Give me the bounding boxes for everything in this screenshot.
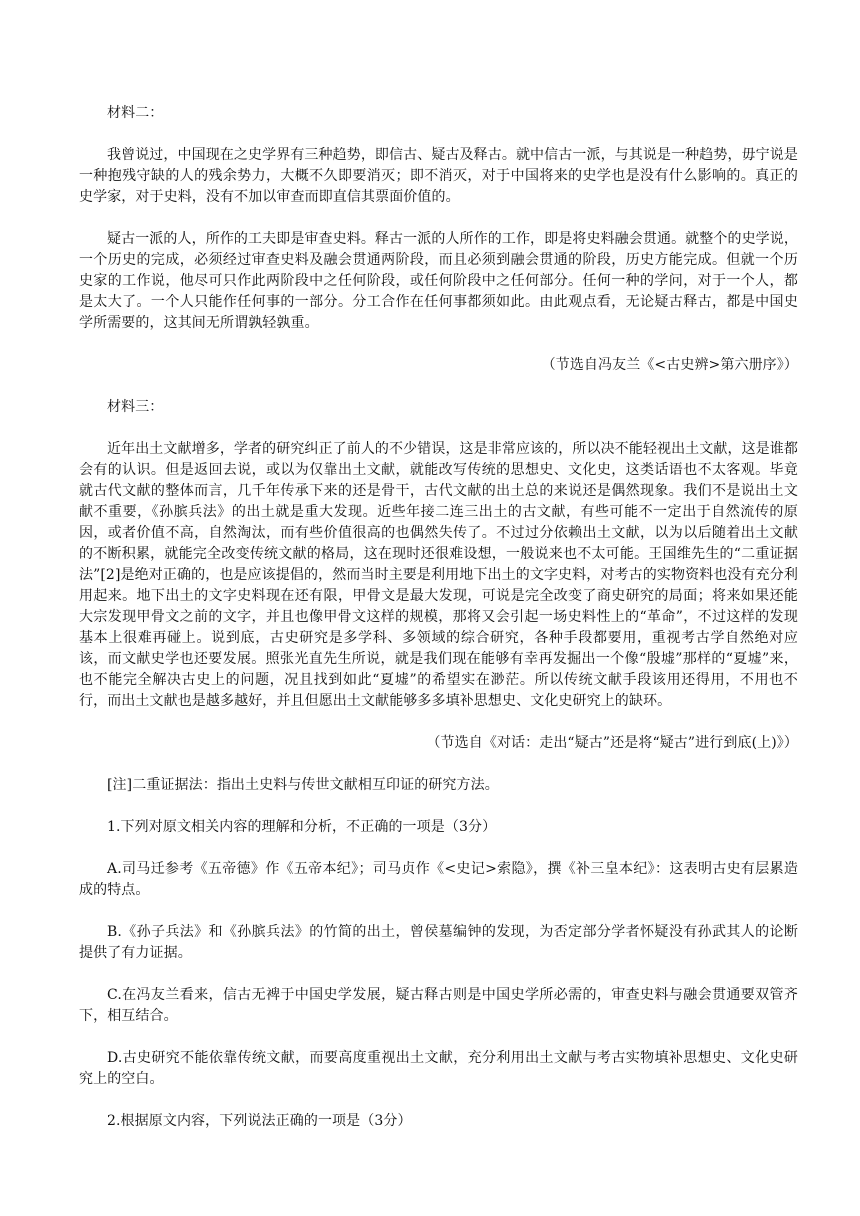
question-1-stem: 1.下列对原文相关内容的理解和分析，不正确的一项是（3分） [107, 819, 497, 835]
material-three-label: 材料三： [107, 399, 164, 415]
question-1-option-c: C.在冯友兰看来，信古无裨于中国史学发展，疑古释古则是中国史学所必需的，审查史料与融会贯通要双管齐下，相互结合。 [79, 987, 798, 1024]
question-1-option-a: A.司马迁参考《五帝德》作《五帝本纪》；司马贞作《<史记>索隐》，撰《补三皇本纪》：这表明古史有层累造成的特点。 [79, 861, 798, 898]
material-two-label: 材料二： [107, 105, 164, 121]
material-two-paragraph-1: 我曾说过，中国现在之史学界有三种趋势，即信古、疑古及释古。就中信古一派，与其说是一种趋势，毋宁说是一种抱残守缺的人的残余势力，大概不久即要消灭；即不消灭，对于中国将来的史学也是没有什么影响的。真正的史学家，对于史料，没有不加以审查而即直信其票面价值的。 [79, 147, 798, 205]
question-2-stem: 2.根据原文内容，下列说法正确的一项是（3分） [107, 1113, 412, 1129]
material-two-paragraph-2: 疑古一派的人，所作的工夫即是审查史料。释古一派的人所作的工作，即是将史料融会贯通。就整个的史学说，一个历史的完成，必须经过审查史料及融会贯通两阶段，而且必须到融会贯通的阶段，历史方能完成。但就一个历史家的工作说，他尽可只作此两阶段中之任何阶段，或任何阶段中之任何部分。任何一种的学问，对于一个人，都是太大了。一个人只能作任何事的一部分。分工合作在任何事都须如此。由此观点看，无论疑古释古，都是中国史学所需要的，这其间无所谓孰轻孰重。 [79, 231, 798, 331]
material-two-source: （节选自冯友兰《<古史辨>第六册序》） [541, 357, 798, 373]
footnote: [注]二重证据法：指出土史料与传世文献相互印证的研究方法。 [107, 777, 499, 793]
question-1-option-d: D.古史研究不能依靠传统文献，而要高度重视出土文献，充分利用出土文献与考古实物填补思想史、文化史研究上的空白。 [79, 1050, 798, 1087]
material-three-source: （节选自《对话：走出“疑古”还是将“疑古”进行到底(上)》） [426, 735, 798, 751]
question-1-option-b: B.《孙子兵法》和《孙膑兵法》的竹简的出土，曾侯墓编钟的发现，为否定部分学者怀疑没有孙武其人的论断提供了有力证据。 [79, 924, 798, 961]
material-three-paragraph-1: 近年出土文献增多，学者的研究纠正了前人的不少错误，这是非常应该的，所以决不能轻视出土文献，这是谁都会有的认识。但是返回去说，或以为仅靠出土文献，就能改写传统的思想史、文化史，这类话语也不太客观。毕竟就古代文献的整体而言，几千年传承下来的还是骨干，古代文献的出土总的来说还是偶然现象。我们不是说出土文献不重要，《孙膑兵法》的出土就是重大发现。近些年接二连三出土的古文献，有些可能不一定出于自然流传的原因，或者价值不高，自然淘汰，而有些价值很高的也偶然失传了。不过过分依赖出土文献，以为以后随着出土文献的不断积累，就能完全改变传统文献的格局，这在现时还很难设想，一般说来也不太可能。王国维先生的“二重证据法”[2]是绝对正确的，也是应该提倡的，然而当时主要是利用地下出土的文字史料，对考古的实物资料也没有充分利用起来。地下出土的文字史料现在还有限，甲骨文是最大发现，可说是完全改变了商史研究的局面；将来如果还能大宗发现甲骨文之前的文字，并且也像甲骨文这样的规模，那将又会引起一场史料性上的“革命”，不过这样的发现基本上很难再碰上。说到底，古史研究是多学科、多领域的综合研究，各种手段都要用，重视考古学自然绝对应该，而文献史学也还要发展。照张光直先生所说，就是我们现在能够有幸再发掘出一个像“殷墟”那样的“夏墟”来，也不能完全解决古史上的问题，况且找到如此“夏墟”的希望实在渺茫。所以传统文献手段该用还得用，不用也不行，而出土文献也是越多越好，并且但愿出土文献能够多多填补思想史、文化史研究上的缺环。 [79, 441, 798, 709]
